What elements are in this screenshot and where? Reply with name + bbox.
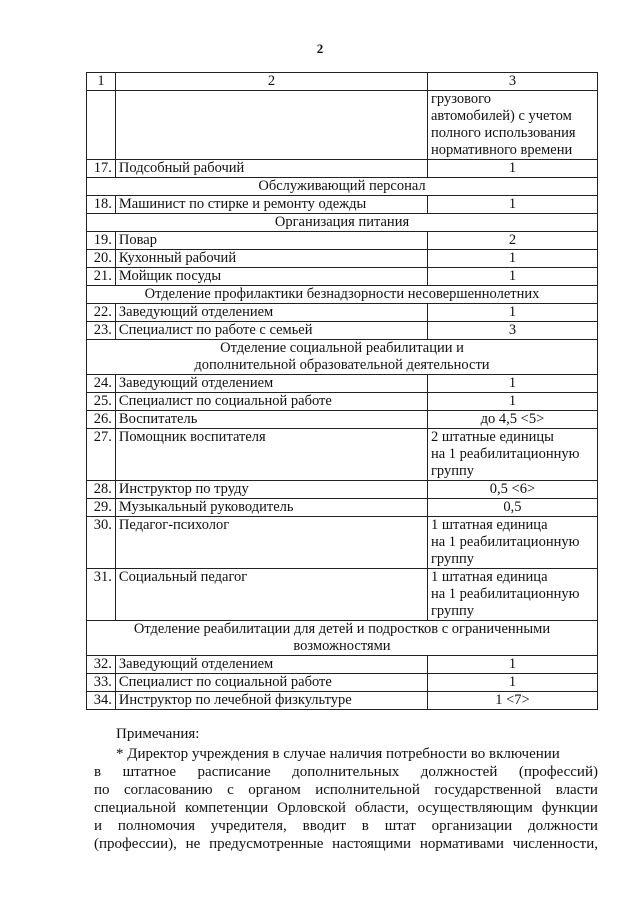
- quantity-line: 1 штатная единица: [430, 569, 548, 585]
- position-name: Педагог-психолог: [115, 517, 427, 569]
- notes-word: в: [361, 818, 369, 834]
- quantity-line: на 1 реабилитационную: [430, 446, 580, 462]
- row-number: 32.: [87, 656, 116, 674]
- position-name: Социальный педагог: [115, 569, 427, 621]
- continuation-row: [87, 91, 598, 160]
- notes-spread-line: [94, 763, 598, 781]
- row-number: 25.: [87, 393, 116, 411]
- notes-word: органом: [248, 782, 301, 798]
- notes-word: настоящими: [332, 836, 412, 852]
- notes-word: исполнительной: [315, 782, 420, 798]
- position-quantity: 1: [427, 160, 597, 178]
- notes-word: не: [185, 836, 201, 852]
- continuation-cell: [427, 91, 597, 160]
- notes-word: Орловской: [277, 800, 346, 816]
- table-row: [87, 411, 598, 429]
- section-title: [87, 621, 598, 656]
- section-title: [87, 340, 598, 375]
- quantity-line: на 1 реабилитационную: [430, 534, 580, 550]
- notes-word: штатное: [122, 764, 177, 780]
- notes-lines: [94, 781, 598, 853]
- notes-word: области,: [354, 800, 409, 816]
- position-name: Подсобный рабочий: [115, 160, 427, 178]
- row-number: 27.: [87, 429, 116, 481]
- quantity-line: на 1 реабилитационную: [430, 586, 580, 602]
- table-row: [87, 692, 598, 710]
- table-row: [87, 160, 598, 178]
- notes-title: Примечания:: [116, 726, 200, 742]
- row-number: 31.: [87, 569, 116, 621]
- notes-word: штат: [384, 818, 416, 834]
- position-quantity: [427, 517, 597, 569]
- position-quantity: 0,5: [427, 499, 597, 517]
- header-col-2: 2: [115, 73, 427, 91]
- notes-word: расписание: [197, 764, 271, 780]
- notes-word: (профессии),: [94, 836, 177, 852]
- table-row: [87, 656, 598, 674]
- position-quantity: 1: [427, 375, 597, 393]
- row-number: 33.: [87, 674, 116, 692]
- row-number: 22.: [87, 304, 116, 322]
- notes-word: нормативами: [419, 836, 504, 852]
- notes-word: функции: [541, 800, 598, 816]
- table-row: [87, 481, 598, 499]
- position-quantity: 2: [427, 232, 597, 250]
- notes-line: [94, 817, 598, 835]
- row-number: 29.: [87, 499, 116, 517]
- position-name: Инструктор по труду: [115, 481, 427, 499]
- position-quantity: 1: [427, 656, 597, 674]
- notes-line: [94, 835, 598, 853]
- notes-word: с: [227, 782, 234, 798]
- position-name: Мойщик посуды: [115, 268, 427, 286]
- header-col-1: 1: [87, 73, 116, 91]
- table-row: [87, 322, 598, 340]
- section-title: Обслуживающий персонал: [87, 178, 598, 196]
- notes-first-line: * Директор учреждения в случае наличия потребности во включении: [116, 746, 560, 762]
- notes-word: дополнительных: [292, 764, 400, 780]
- section-row: [87, 286, 598, 304]
- table-header-row: [87, 73, 598, 91]
- table-row: [87, 674, 598, 692]
- notes-word: осуществляющим: [417, 800, 533, 816]
- notes-word: согласованию: [123, 782, 213, 798]
- table-row: [87, 375, 598, 393]
- position-quantity: [427, 429, 597, 481]
- row-number: 30.: [87, 517, 116, 569]
- section-row: [87, 340, 598, 375]
- position-quantity: 1 <7>: [427, 692, 597, 710]
- section-row: [87, 214, 598, 232]
- notes-word: численности,: [512, 836, 598, 852]
- staffing-table: [86, 72, 598, 710]
- continuation-line: полного использования: [430, 125, 576, 141]
- position-quantity: 1: [427, 196, 597, 214]
- position-name: Специалист по работе с семьей: [115, 322, 427, 340]
- notes-word: учредителя,: [210, 818, 287, 834]
- section-row: [87, 621, 598, 656]
- notes-line: [94, 799, 598, 817]
- header-col-3: 3: [427, 73, 597, 91]
- notes-word: в: [94, 764, 102, 780]
- position-name: Заведующий отделением: [115, 656, 427, 674]
- section-title: Организация питания: [87, 214, 598, 232]
- notes-word: специальной: [94, 800, 177, 816]
- position-name: Заведующий отделением: [115, 304, 427, 322]
- notes-word: полномочия: [117, 818, 195, 834]
- position-quantity: [427, 569, 597, 621]
- notes-word: должности: [527, 818, 598, 834]
- row-number: 23.: [87, 322, 116, 340]
- quantity-line: группу: [430, 463, 474, 479]
- table-row: [87, 393, 598, 411]
- table-row: [87, 517, 598, 569]
- quantity-line: 2 штатные единицы: [430, 429, 554, 445]
- table-row: [87, 196, 598, 214]
- section-title-line: Отделение реабилитации для детей и подростков с ограниченными: [133, 621, 551, 637]
- position-quantity: 1: [427, 304, 597, 322]
- position-name: Заведующий отделением: [115, 375, 427, 393]
- position-quantity: 3: [427, 322, 597, 340]
- position-quantity: 1: [427, 393, 597, 411]
- table-row: [87, 304, 598, 322]
- notes-word: вводит: [302, 818, 346, 834]
- row-number: 17.: [87, 160, 116, 178]
- position-name: Инструктор по лечебной физкультуре: [115, 692, 427, 710]
- position-name: Кухонный рабочий: [115, 250, 427, 268]
- table-row: [87, 232, 598, 250]
- row-number: 34.: [87, 692, 116, 710]
- quantity-line: 1 штатная единица: [430, 517, 548, 533]
- notes-word: (профессий): [518, 764, 598, 780]
- section-title: Отделение профилактики безнадзорности несовершеннолетних: [87, 286, 598, 304]
- position-name: Музыкальный руководитель: [115, 499, 427, 517]
- position-quantity: 0,5 <6>: [427, 481, 597, 499]
- table-row: [87, 250, 598, 268]
- notes-word: предусмотренные: [209, 836, 324, 852]
- notes-word: власти: [555, 782, 598, 798]
- section-title-line: Отделение социальной реабилитации и: [220, 340, 464, 356]
- position-quantity: 1: [427, 250, 597, 268]
- position-name: Специалист по социальной работе: [115, 674, 427, 692]
- notes-word: организации: [431, 818, 513, 834]
- continuation-line: грузового: [430, 91, 491, 107]
- quantity-line: группу: [430, 603, 474, 619]
- section-title-line: возможностями: [293, 638, 391, 654]
- position-name: Машинист по стирке и ремонту одежды: [115, 196, 427, 214]
- table-row: [87, 268, 598, 286]
- position-quantity: 1: [427, 674, 597, 692]
- row-number: 18.: [87, 196, 116, 214]
- quantity-line: группу: [430, 551, 474, 567]
- row-number: 20.: [87, 250, 116, 268]
- notes-word: и: [94, 818, 103, 834]
- row-number: 24.: [87, 375, 116, 393]
- page-number: 2: [316, 41, 324, 56]
- continuation-line: автомобилей) с учетом: [430, 108, 572, 124]
- row-number: 28.: [87, 481, 116, 499]
- table-row: [87, 499, 598, 517]
- position-name: Помощник воспитателя: [115, 429, 427, 481]
- notes-block: [94, 725, 598, 853]
- section-title-line: дополнительной образовательной деятельности: [194, 357, 490, 373]
- notes-line: [94, 781, 598, 799]
- position-name: Воспитатель: [115, 411, 427, 429]
- notes-word: по: [94, 782, 110, 798]
- position-name: Специалист по социальной работе: [115, 393, 427, 411]
- position-quantity: до 4,5 <5>: [427, 411, 597, 429]
- notes-word: компетенции: [184, 800, 269, 816]
- row-number: 21.: [87, 268, 116, 286]
- position-quantity: 1: [427, 268, 597, 286]
- row-number: 26.: [87, 411, 116, 429]
- table-row: [87, 569, 598, 621]
- row-number: 19.: [87, 232, 116, 250]
- notes-word: государственной: [434, 782, 542, 798]
- table-row: [87, 429, 598, 481]
- notes-word: должностей: [420, 764, 498, 780]
- continuation-line: нормативного времени: [430, 142, 573, 158]
- position-name: Повар: [115, 232, 427, 250]
- section-row: [87, 178, 598, 196]
